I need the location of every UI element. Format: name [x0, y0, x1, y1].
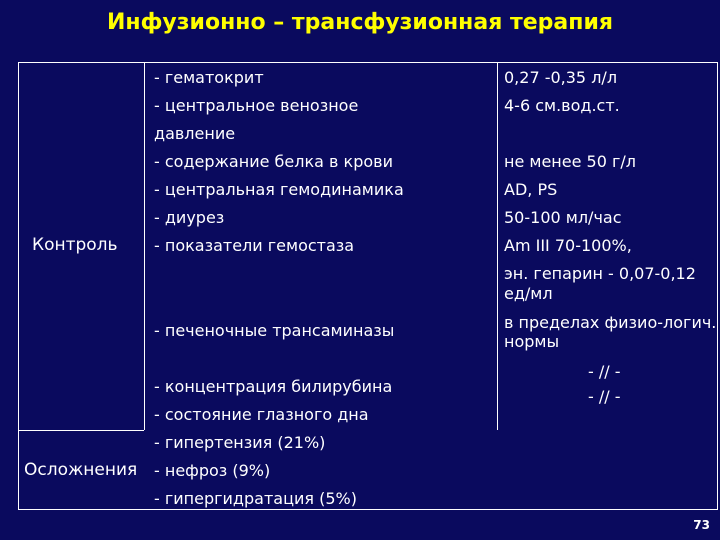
value-cell: AD, PS: [504, 180, 558, 199]
column-divider: [144, 62, 145, 430]
value-cell: 50-100 мл/час: [504, 208, 622, 227]
list-item: - гипертензия (21%): [154, 433, 326, 452]
list-item: давление: [154, 124, 236, 143]
list-item: - концентрация билирубина: [154, 377, 393, 396]
list-item: - центральная гемодинамика: [154, 180, 404, 199]
page-number: 73: [693, 518, 710, 532]
list-item: - нефроз (9%): [154, 461, 271, 480]
value-cell: - // -: [588, 362, 621, 381]
list-item: - содержание белка в крови: [154, 152, 393, 171]
list-item: - центральное венозное: [154, 96, 359, 115]
value-cell: нормы: [504, 332, 560, 351]
value-cell: эн. гепарин - 0,07-0,12: [504, 264, 696, 283]
list-item: - состояние глазного дна: [154, 405, 369, 424]
value-cell: Am III 70-100%,: [504, 236, 632, 255]
table-frame: [18, 62, 718, 510]
column-divider: [497, 62, 498, 430]
value-cell: 4-6 см.вод.ст.: [504, 96, 620, 115]
row-divider: [18, 430, 144, 431]
list-item: - диурез: [154, 208, 225, 227]
list-item: - гематокрит: [154, 68, 264, 87]
complications-label: Осложнения: [24, 460, 138, 480]
value-cell: - // -: [588, 387, 621, 406]
page-title: Инфузионно – трансфузионная терапия: [106, 10, 614, 35]
list-item: - показатели гемостаза: [154, 236, 355, 255]
value-cell: 0,27 -0,35 л/л: [504, 68, 618, 87]
control-label: Контроль: [32, 235, 118, 255]
value-cell: не менее 50 г/л: [504, 152, 637, 171]
list-item: - гипергидратация (5%): [154, 489, 357, 508]
value-cell: ед/мл: [504, 284, 553, 303]
value-cell: в пределах физио-логич.: [504, 313, 717, 332]
list-item: - печеночные трансаминазы: [154, 321, 395, 340]
